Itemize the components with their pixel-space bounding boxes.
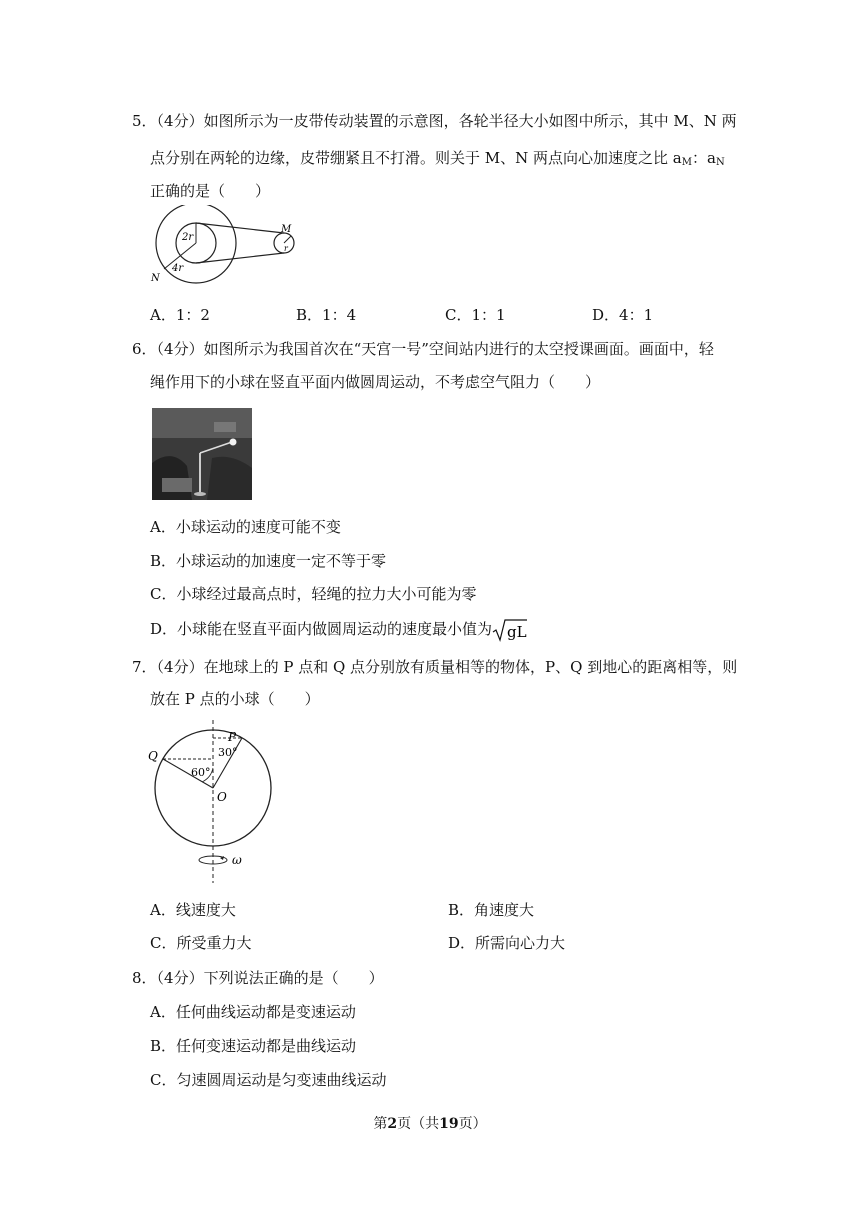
- q6-option-c: C．小球经过最高点时，轻绳的拉力大小可能为零: [150, 585, 477, 603]
- label-q: Q: [148, 749, 158, 763]
- q7-option-d: D．所需向心力大: [448, 934, 566, 952]
- q6-option-b: B．小球运动的加速度一定不等于零: [150, 552, 387, 570]
- q8-option-b: B．任何变速运动都是曲线运动: [150, 1037, 357, 1055]
- q6-line-1: 6．（4分）如图所示为我国首次在“天宫一号”空间站内进行的太空授课画面。画面中，轻: [132, 340, 714, 358]
- footer-prefix: 第: [373, 1116, 388, 1132]
- q8-option-c: C．匀速圆周运动是匀变速曲线运动: [150, 1071, 387, 1089]
- earth-pq-figure: [146, 718, 280, 886]
- q5-sub-m: M: [681, 157, 692, 168]
- sqrt-gl-text: gL: [507, 623, 527, 641]
- page-footer: [0, 1113, 860, 1133]
- q7-option-a: A．线速度大: [150, 901, 236, 919]
- q5-line-2: [150, 148, 725, 173]
- q7-option-b: B．角速度大: [448, 901, 535, 919]
- q6-option-d-text: D．小球能在竖直平面内做圆周运动的速度最小值为: [150, 620, 493, 638]
- q5-sub-n: N: [715, 157, 725, 168]
- q7-line-1: 7．（4分）在地球上的 P 点和 Q 点分别放有质量相等的物体，P、Q 到地心的距离相等，则: [132, 658, 738, 676]
- q7-option-c: C．所受重力大: [150, 934, 252, 952]
- belt-pulley-figure: [148, 205, 308, 289]
- label-2r: 2r: [182, 232, 194, 243]
- q8-line-1: 8．（4分）下列说法正确的是（ ）: [132, 969, 384, 987]
- label-r: r: [284, 244, 288, 253]
- q5-option-d: D．4：1: [592, 306, 654, 324]
- q6-option-d: [150, 618, 528, 642]
- q5-line-2-text: 点分别在两轮的边缘，皮带绷紧且不打滑。则关于 M、N 两点向心加速度之比 a: [150, 149, 682, 167]
- label-m: M: [281, 224, 292, 235]
- label-60deg: 60°: [191, 766, 211, 779]
- sqrt-gl-expression: [492, 618, 528, 642]
- q8-option-a: A．任何曲线运动都是变速运动: [150, 1003, 356, 1021]
- q6-option-a: A．小球运动的速度可能不变: [150, 518, 341, 536]
- footer-middle: 页（共: [397, 1116, 440, 1132]
- q7-line-2: 放在 P 点的小球（ ）: [150, 690, 320, 708]
- footer-page-number: 2: [387, 1116, 398, 1132]
- label-p: P: [228, 730, 237, 744]
- q5-option-a: A．1：2: [150, 306, 210, 324]
- q5-option-b: B．1：4: [296, 306, 357, 324]
- label-omega: ω: [232, 853, 242, 867]
- footer-suffix: 页）: [458, 1116, 487, 1132]
- label-n: N: [151, 273, 160, 284]
- q5-ratio-sep: ：a: [691, 149, 716, 167]
- footer-total-pages: 19: [439, 1116, 459, 1132]
- label-4r: 4r: [172, 263, 184, 274]
- q5-line-1: 5．（4分）如图所示为一皮带传动装置的示意图，各轮半径大小如图中所示，其中 M、N 两: [132, 112, 737, 130]
- space-lesson-photo: [152, 408, 252, 500]
- label-o: O: [217, 790, 227, 804]
- q5-option-c: C．1：1: [445, 306, 506, 324]
- label-30deg: 30°: [218, 746, 238, 759]
- q5-line-3: 正确的是（ ）: [150, 182, 271, 200]
- q6-line-2: 绳作用下的小球在竖直平面内做圆周运动，不考虑空气阻力（ ）: [150, 373, 601, 391]
